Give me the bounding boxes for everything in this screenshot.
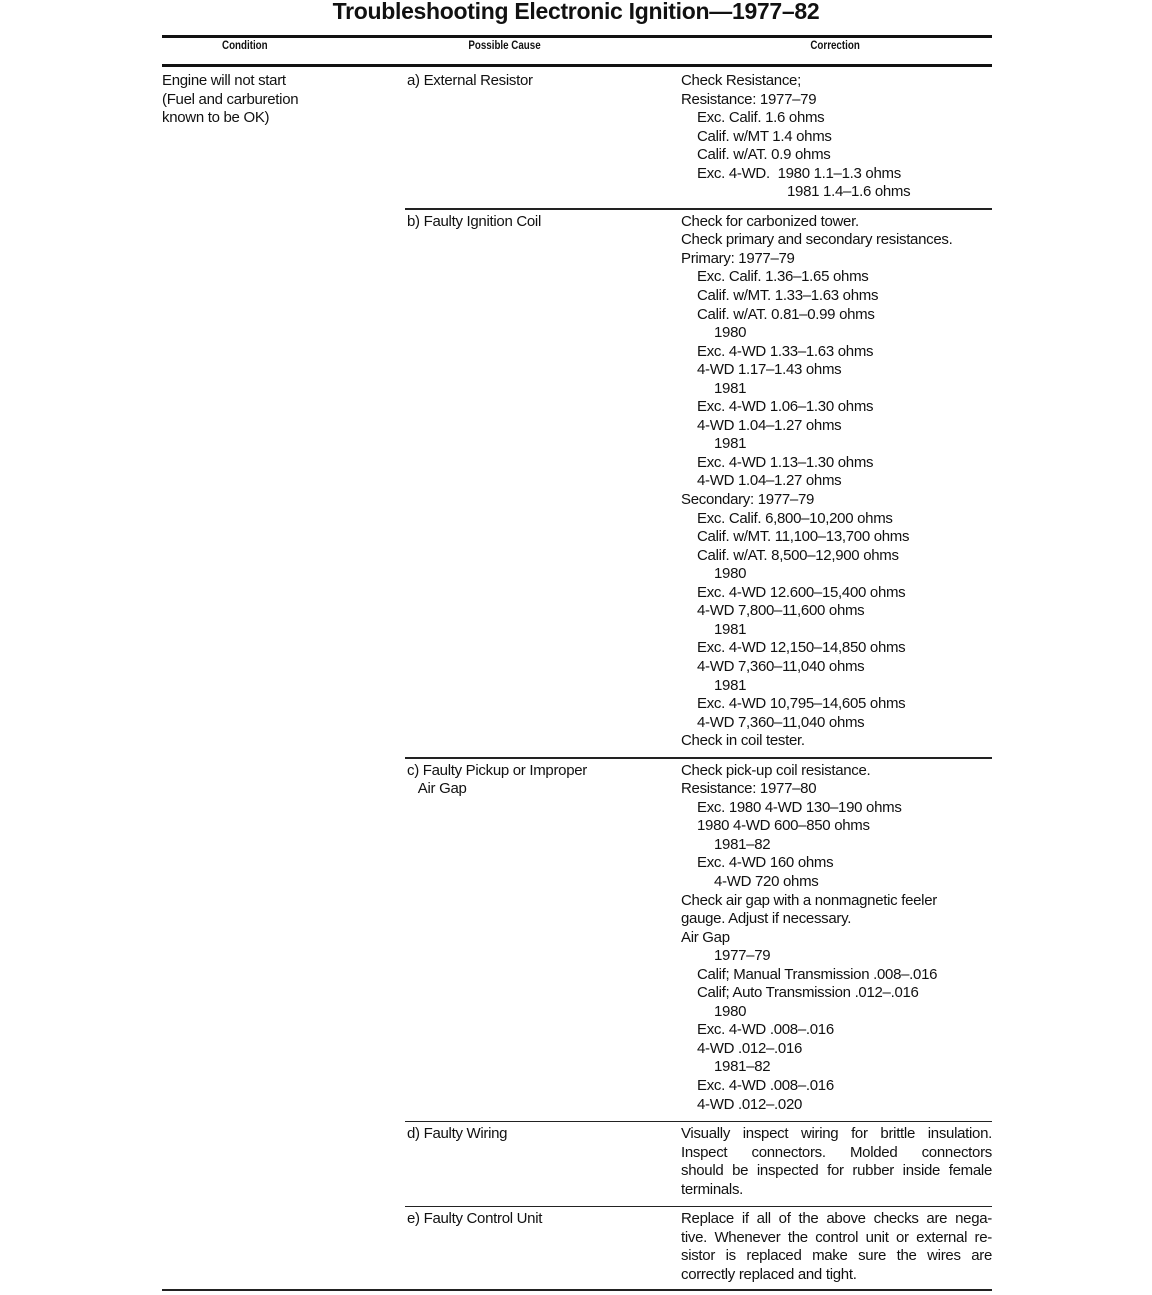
condition-cell: [162, 762, 407, 1114]
correction-line: 4-WD 7,360–11,040 ohms: [697, 713, 865, 731]
possible-cause-cell: [407, 1125, 681, 1199]
correction-line: 1977–79: [714, 947, 771, 965]
correction-line: 1980: [714, 565, 747, 583]
table-row: [162, 1122, 992, 1207]
correction-line: Air Gap: [681, 928, 730, 946]
condition-cell: [162, 213, 407, 751]
correction-line: Check for carbonized tower.: [681, 212, 859, 230]
possible-cause-cell: [407, 762, 681, 1114]
correction-line: Exc. 4-WD .008–.016: [697, 1021, 834, 1039]
cause-line: Air Gap: [407, 780, 467, 798]
correction-line: Exc. Calif. 1.36–1.65 ohms: [697, 268, 869, 286]
cause-line: e) Faulty Control Unit: [407, 1210, 543, 1228]
correction-line: 4-WD 7,800–11,600 ohms: [697, 602, 865, 620]
correction-line: Calif. w/MT. 11,100–13,700 ohms: [697, 528, 910, 546]
correction-line: Exc. Calif. 1.6 ohms: [697, 109, 825, 127]
correction-line: Check air gap with a nonmagnetic feeler: [681, 891, 937, 909]
correction-line: Exc. 4-WD 160 ohms: [697, 854, 834, 872]
troubleshooting-table: [162, 69, 992, 1292]
correction-line: 1981: [714, 620, 747, 638]
correction-cell: [681, 72, 992, 202]
possible-cause-cell: [407, 213, 681, 751]
correction-line: Resistance: 1977–79: [681, 90, 817, 108]
possible-cause-cell: [407, 72, 681, 202]
table-row: [162, 759, 992, 1122]
correction-line: 1981: [714, 435, 747, 453]
header-possible-cause: Possible Cause: [468, 40, 541, 52]
table-row: [162, 69, 992, 210]
condition-line: (Fuel and carburetion: [162, 90, 299, 108]
correction-line: 4-WD .012–.016: [697, 1039, 803, 1057]
table-row: [162, 210, 992, 759]
correction-line: 1980: [714, 1002, 747, 1020]
cause-line: d) Faulty Wiring: [407, 1125, 508, 1143]
correction-line: Replace if all of the above checks are nega-: [681, 1210, 992, 1228]
correction-line: 4-WD 1.17–1.43 ohms: [697, 361, 842, 379]
cause-line: c) Faulty Pickup or Improper: [407, 761, 587, 779]
correction-line: Exc. Calif. 6,800–10,200 ohms: [697, 509, 893, 527]
table-bottom-rule: [162, 1289, 992, 1291]
correction-line: Exc. 4-WD. 1980 1.1–1.3 ohms: [697, 164, 901, 182]
correction-line: 4-WD 7,360–11,040 ohms: [697, 657, 865, 675]
condition-cell: [162, 72, 407, 202]
header-bottom-rule: [162, 64, 992, 67]
correction-line: 4-WD 1.04–1.27 ohms: [697, 416, 842, 434]
correction-line: 1981–82: [714, 1058, 771, 1076]
table-row: [162, 1207, 992, 1292]
correction-line: Check primary and secondary resistances.: [681, 231, 953, 249]
correction-cell: [681, 762, 992, 1114]
correction-line: Resistance: 1977–80: [681, 780, 817, 798]
correction-line: Calif. w/MT. 1.33–1.63 ohms: [697, 287, 879, 305]
correction-line: Calif. w/MT 1.4 ohms: [697, 127, 832, 145]
correction-line: Visually inspect wiring for brittle insulation.: [681, 1125, 992, 1143]
correction-line: Secondary: 1977–79: [681, 491, 815, 509]
correction-line: Exc. 4-WD 1.13–1.30 ohms: [697, 453, 874, 471]
correction-cell: [681, 213, 992, 751]
correction-line: gauge. Adjust if necessary.: [681, 910, 852, 928]
correction-cell: [681, 1125, 992, 1199]
correction-line: 1980: [714, 324, 747, 342]
correction-cell: [681, 1210, 992, 1284]
correction-line: tive. Whenever the control unit or external re-: [681, 1228, 992, 1246]
correction-line: Calif; Manual Transmission .008–.016: [697, 965, 938, 983]
correction-line: 4-WD 720 ohms: [714, 872, 819, 890]
condition-line: Engine will not start: [162, 72, 286, 89]
header-condition: Condition: [222, 40, 268, 52]
correction-line: Exc. 4-WD 1.06–1.30 ohms: [697, 398, 874, 416]
correction-line: 1981 1.4–1.6 ohms: [787, 183, 911, 201]
header-correction: Correction: [810, 40, 860, 52]
correction-line: Calif. w/AT. 0.9 ohms: [697, 146, 831, 164]
page-title: Troubleshooting Electronic Ignition—1977–82: [332, 0, 820, 24]
correction-line: terminals.: [681, 1180, 744, 1198]
correction-line: sistor is replaced make sure the wires are: [681, 1247, 992, 1265]
correction-line: Calif; Auto Transmission .012–.016: [697, 984, 919, 1002]
correction-line: 1981: [714, 676, 747, 694]
header-top-rule: [162, 35, 992, 38]
correction-line: Exc. 4-WD 10,795–14,605 ohms: [697, 695, 906, 713]
correction-line: 1981: [714, 379, 747, 397]
correction-line: Check Resistance;: [681, 72, 801, 89]
correction-line: Check pick-up coil resistance.: [681, 761, 871, 779]
condition-cell: [162, 1210, 407, 1284]
correction-line: Exc. 4-WD .008–.016: [697, 1076, 834, 1094]
correction-line: Inspect connectors. Molded connectors: [681, 1143, 992, 1161]
correction-line: should be inspected for rubber inside female: [681, 1162, 992, 1180]
correction-line: Check in coil tester.: [681, 732, 805, 750]
correction-line: Exc. 1980 4-WD 130–190 ohms: [697, 798, 902, 816]
correction-line: Primary: 1977–79: [681, 249, 795, 267]
correction-line: Calif. w/AT. 8,500–12,900 ohms: [697, 546, 899, 564]
correction-line: 4-WD .012–.020: [697, 1095, 803, 1113]
condition-cell: [162, 1125, 407, 1199]
condition-line: known to be OK): [162, 109, 270, 127]
possible-cause-cell: [407, 1210, 681, 1284]
correction-line: correctly replaced and tight.: [681, 1265, 857, 1283]
cause-line: b) Faulty Ignition Coil: [407, 212, 541, 230]
correction-line: Exc. 4-WD 12,150–14,850 ohms: [697, 639, 906, 657]
correction-line: 4-WD 1.04–1.27 ohms: [697, 472, 842, 490]
correction-line: 1980 4-WD 600–850 ohms: [697, 817, 870, 835]
correction-line: 1981–82: [714, 835, 771, 853]
cause-line: a) External Resistor: [407, 72, 533, 89]
correction-line: Calif. w/AT. 0.81–0.99 ohms: [697, 305, 875, 323]
correction-line: Exc. 4-WD 12.600–15,400 ohms: [697, 583, 906, 601]
correction-line: Exc. 4-WD 1.33–1.63 ohms: [697, 342, 874, 360]
